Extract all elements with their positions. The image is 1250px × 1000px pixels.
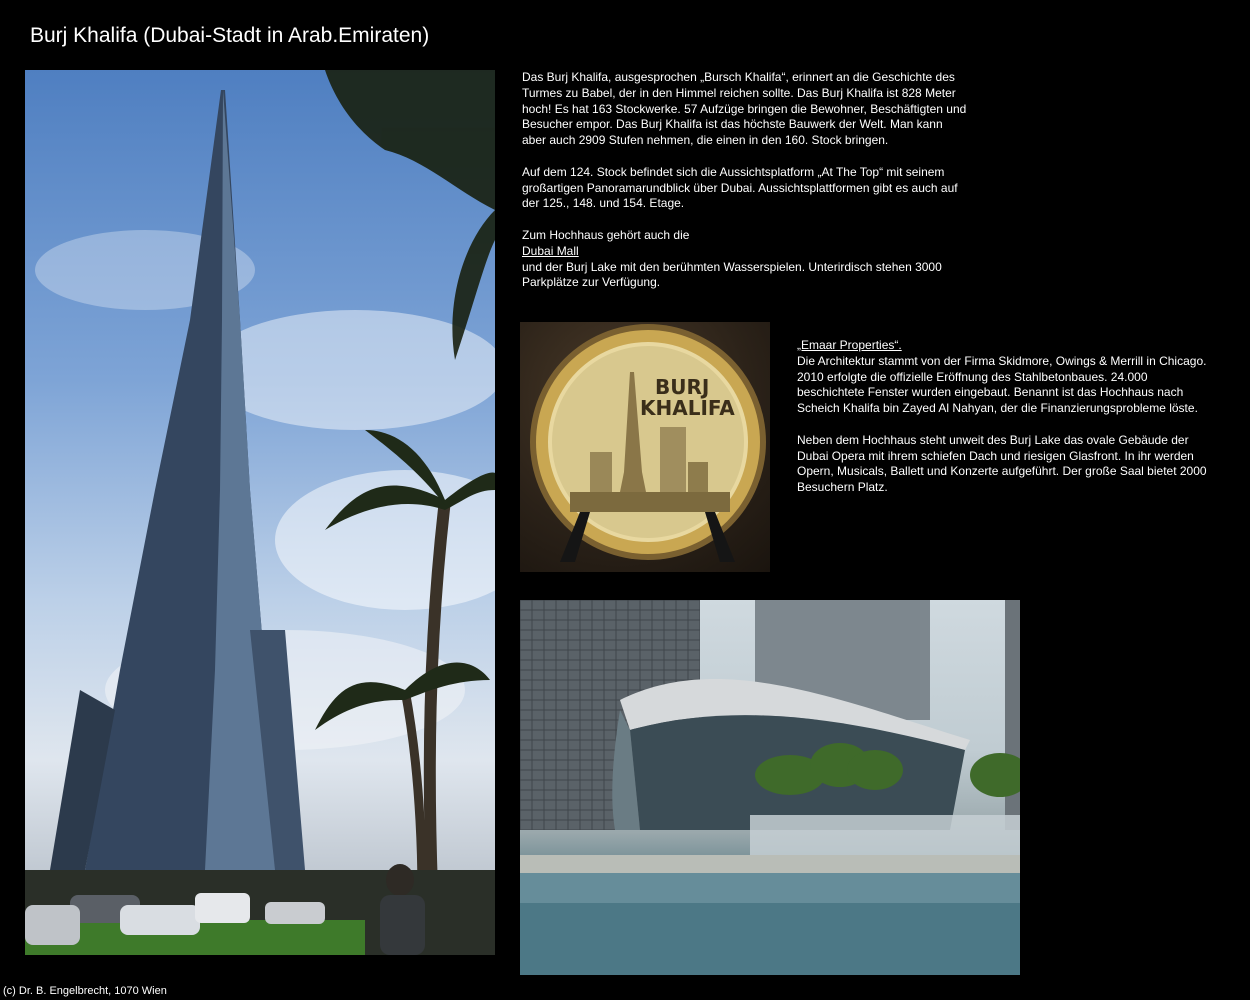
paragraph-history: Das Burj Khalifa, ausgesprochen „Bursch Khalifa“, erinnert an die Geschichte des Turmes zu Babel, der in den Himmel reichen sollte. Das Burj Khalifa ist 828 Meter hoch! Es hat 163 Stockwerke. 57 Aufzüge bringen die Bewohner, Beschäftigten und Besucher empor. Das Burj Khalifa ist das höchste Bauwerk der Welt. Man kann aber auch 2909 Stufen nehmen, die einen in den 160. Stock bringen. — [522, 70, 967, 148]
dubai-opera-illustration — [520, 600, 1020, 975]
paragraph-observation-deck: Auf dem 124. Stock befindet sich die Aussichtsplatform „At The Top“ mit seinem großartigen Panoramarundblick über Dubai. Aussichtsplattformen gibt es auch auf der 125., 148. und 154. Etage. — [522, 164, 958, 211]
description-text-mid — [797, 338, 1207, 512]
description-text-top — [522, 70, 967, 307]
medal-illustration — [520, 322, 770, 572]
emaar-properties-link[interactable]: „Emaar Properties“. — [797, 338, 902, 352]
dubai-mall-intro: Zum Hochhaus gehört auch die — [522, 227, 690, 242]
medal-text-burj: BURJ — [655, 375, 710, 399]
medal-text-khalifa: KHALIFA — [640, 396, 735, 420]
dubai-opera-photo — [520, 600, 1020, 975]
dubai-mall-link[interactable]: Dubai Mall — [522, 243, 579, 258]
burj-khalifa-photo — [25, 70, 495, 955]
dubai-mall-outro: und der Burj Lake mit den berühmten Wasserspielen. Unterirdisch stehen 3000 Parkplätze zur Verfügung. — [522, 259, 942, 290]
paragraph-dubai-mall — [522, 228, 967, 291]
paragraph-architecture: Die Architektur stammt von der Firma Skidmore, Owings & Merrill in Chicago. 2010 erfolgte die offizielle Eröffnung des Stahlbetonbaues. 24.000 beschichtete Fenster wurden eingebaut. Benannt ist das Hochhaus nach Scheich Khalifa bin Zayed Al Nahyan, der die Finanzierungsprobleme löste. — [797, 353, 1207, 416]
medal-photo — [520, 322, 770, 572]
page-title: Burj Khalifa (Dubai-Stadt in Arab.Emiraten) — [30, 24, 430, 47]
copyright-footer: (c) Dr. B. Engelbrecht, 1070 Wien — [3, 985, 167, 997]
burj-khalifa-illustration — [25, 70, 495, 955]
paragraph-opera: Neben dem Hochhaus steht unweit des Burj Lake das ovale Gebäude der Dubai Opera mit ihrem schiefen Dach und riesigen Glasfront. In ihr werden Opern, Musicals, Ballett und Konzerte aufgeführt. Der große Saal bietet 2000 Besuchern Platz. — [797, 432, 1207, 495]
